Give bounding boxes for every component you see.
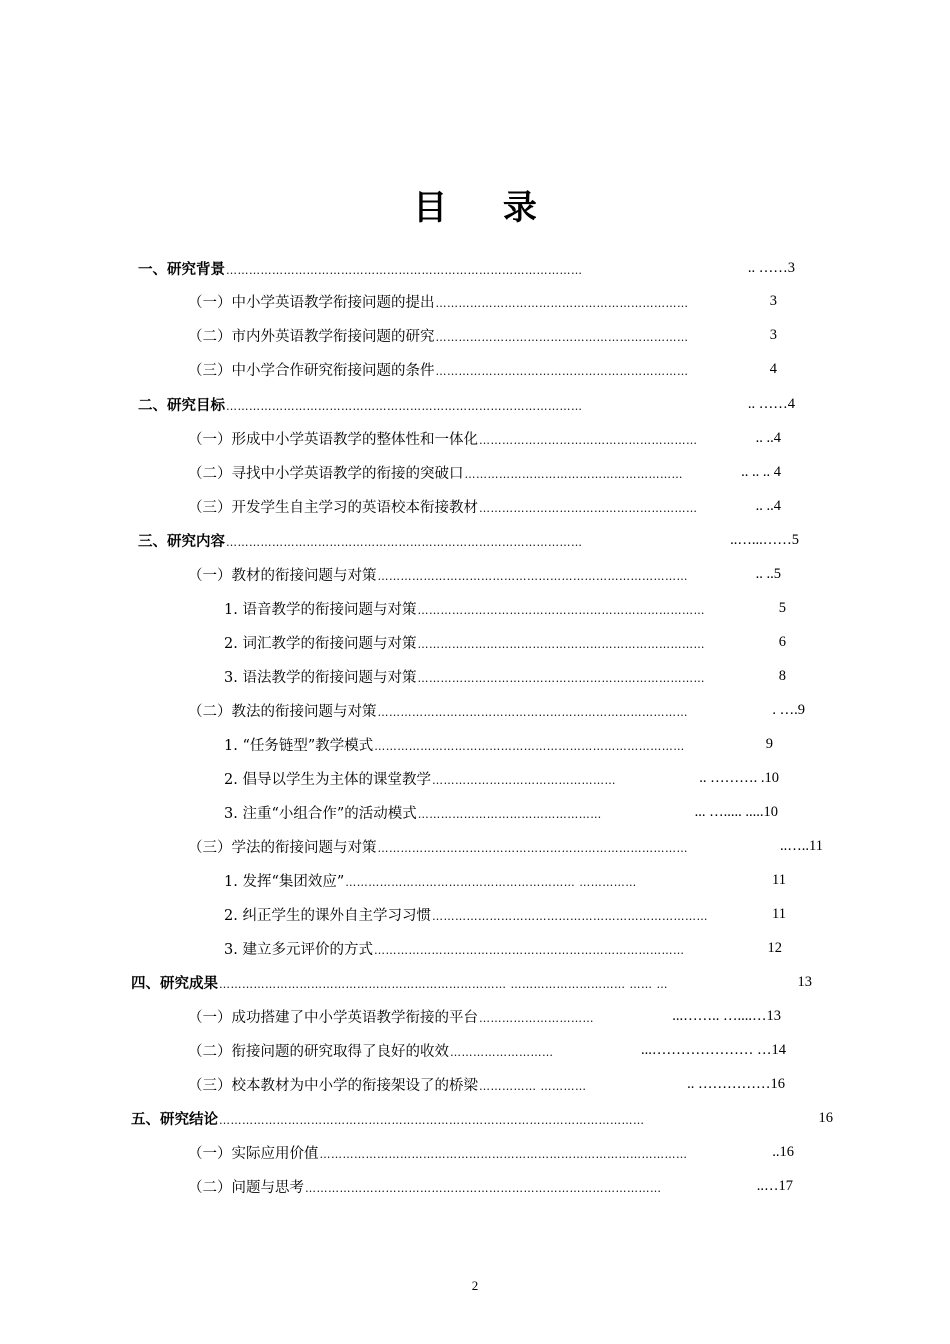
toc-dot-leader: ………………………………………………………………………………… — [226, 263, 583, 277]
toc-entry-title: （二）寻找中小学英语教学的衔接的突破口 — [188, 465, 464, 482]
toc-entry-title: （二）教法的衔接问题与对策 — [188, 703, 377, 720]
toc-entry-page: 11 — [772, 871, 786, 888]
toc-entry-title: 二、研究目标 — [138, 397, 225, 414]
toc-entry-title: 2. 倡导以学生为主体的课堂教学 — [224, 771, 431, 788]
toc-dot-leader: ………………………………………………………………… ………………………… …… … — [219, 977, 668, 991]
toc-entry[interactable] — [224, 865, 786, 895]
toc-entry-page: .. ……4 — [747, 395, 795, 412]
toc-entry[interactable] — [188, 1069, 785, 1099]
toc-dot-leader: …………… ………… — [479, 1079, 587, 1093]
toc-entry[interactable] — [188, 457, 781, 487]
toc-dot-leader: ………………………………………… — [431, 773, 616, 787]
toc-entry-page: 6 — [778, 633, 786, 650]
toc-entry-page: ..…...……5 — [730, 531, 799, 548]
toc-entry-title: 3. 注重“小组合作”的活动模式 — [224, 805, 417, 822]
toc-entry-title: （二）问题与思考 — [188, 1179, 304, 1196]
toc-entry-page: 8 — [778, 667, 786, 684]
toc-entry-title: （一）教材的衔接问题与对策 — [188, 567, 377, 584]
toc-entry[interactable] — [224, 899, 786, 929]
toc-entry-page: ..…17 — [756, 1177, 793, 1194]
toc-entry-title: （一）形成中小学英语教学的整体性和一体化 — [188, 431, 478, 448]
toc-dot-leader: ………………………………………………………………………………… — [305, 1181, 662, 1195]
page-number: 2 — [471, 1278, 479, 1293]
toc-dot-leader: ………………………………………………………………………………… — [226, 399, 583, 413]
toc-entry-title: （一）成功搭建了中小学英语教学衔接的平台 — [188, 1009, 478, 1026]
toc-dot-leader: ……………………… — [450, 1045, 554, 1059]
toc-entry-title: 1. “任务链型”教学模式 — [224, 737, 374, 754]
toc-entry-title: （三）中小学合作研究衔接问题的条件 — [188, 362, 435, 379]
toc-entry[interactable] — [224, 627, 786, 657]
toc-entry-title: 3. 建立多元评价的方式 — [224, 941, 373, 958]
toc-entry-page: ...…….. …....…13 — [672, 1007, 781, 1024]
toc-entry[interactable] — [188, 1171, 793, 1201]
toc-entry-page: 16 — [818, 1109, 833, 1126]
toc-entry-page: ... …..... .....10 — [694, 803, 778, 820]
toc-entry-title: 三、研究内容 — [138, 533, 225, 550]
toc-dot-leader: ………………………………………………………… — [435, 296, 689, 310]
toc-entry-title: 3. 语法教学的衔接问题与对策 — [224, 669, 417, 686]
toc-entry-title: 2. 词汇教学的衔接问题与对策 — [224, 635, 417, 652]
toc-dot-leader: ……………………………………………………………… — [431, 909, 708, 923]
toc-entry-title: （二）衔接问题的研究取得了良好的收效 — [188, 1043, 449, 1060]
toc-entry-page: 9 — [765, 735, 773, 752]
toc-entry-title: 五、研究结论 — [131, 1111, 218, 1128]
toc-entry-page: 3 — [769, 326, 777, 343]
toc-entry-title: （三）开发学生自主学习的英语校本衔接教材 — [188, 499, 478, 516]
toc-entry-title: 2. 纠正学生的课外自主学习习惯 — [224, 907, 431, 924]
toc-entry[interactable] — [188, 1035, 786, 1065]
toc-dot-leader: ………………………………………………… — [479, 501, 698, 515]
toc-entry-title: （二）市内外英语教学衔接问题的研究 — [188, 328, 435, 345]
toc-entry-page: ..…..11 — [780, 837, 823, 854]
toc-entry-page: 4 — [769, 360, 777, 377]
toc-dot-leader: ………………………………………………………… — [435, 330, 689, 344]
toc-entry[interactable] — [138, 389, 795, 419]
toc-entry-page: 12 — [767, 939, 782, 956]
toc-entry-page: . ….9 — [772, 701, 805, 718]
toc-entry[interactable] — [188, 423, 781, 453]
toc-entry-title: （一）实际应用价值 — [188, 1145, 319, 1162]
toc-dot-leader: ……………………………………………………………………… — [377, 569, 688, 583]
toc-entry-page: 3 — [769, 292, 777, 309]
toc-entry-page: 11 — [772, 905, 786, 922]
toc-entry[interactable] — [188, 831, 823, 861]
toc-entry-title: 四、研究成果 — [131, 975, 218, 992]
toc-entry-page: .. ..4 — [755, 429, 781, 446]
toc-entry[interactable] — [131, 1103, 833, 1133]
toc-entry[interactable] — [224, 797, 778, 827]
toc-dot-leader: ………………………………………………………………… — [417, 603, 705, 617]
toc-entry-title: 1. 语音教学的衔接问题与对策 — [224, 601, 417, 618]
toc-entry[interactable] — [138, 525, 799, 555]
toc-entry-page: .. ……………16 — [687, 1075, 785, 1092]
toc-entry-page: 5 — [778, 599, 786, 616]
toc-entry-title: （一）中小学英语教学衔接问题的提出 — [188, 294, 435, 311]
toc-entry-page: .. ..4 — [755, 497, 781, 514]
toc-entry[interactable] — [188, 320, 777, 350]
toc-dot-leader: ……………………………………………………………………… — [373, 943, 685, 957]
toc-entry-title: 一、研究背景 — [138, 261, 225, 278]
toc-entry-page: .. ………. .10 — [699, 769, 779, 786]
toc-entry[interactable] — [138, 253, 795, 283]
toc-dot-leader: ………………………… — [479, 1011, 594, 1025]
toc-entry[interactable] — [224, 933, 782, 963]
toc-entry-page: .. ..5 — [755, 565, 781, 582]
toc-entry-page: 13 — [797, 973, 812, 990]
toc-entry[interactable] — [188, 559, 781, 589]
toc-dot-leader: ………………………………………………………………… — [417, 637, 705, 651]
toc-entry-page: .. ……3 — [747, 259, 795, 276]
toc-entry-title: 1. 发挥“集团效应” — [224, 873, 345, 890]
toc-dot-leader: ………………………………………… — [417, 807, 602, 821]
toc-dot-leader: ……………………………………………………………………… — [377, 841, 688, 855]
toc-dot-leader: ………………………………………………… — [479, 433, 698, 447]
toc-entry[interactable] — [188, 1001, 781, 1031]
toc-dot-leader: ………………………………………………………………………………………………… — [219, 1113, 645, 1127]
toc-entry-title: （三）学法的衔接问题与对策 — [188, 839, 377, 856]
toc-entry[interactable] — [188, 1137, 794, 1167]
toc-entry[interactable] — [224, 593, 786, 623]
toc-dot-leader: ………………………………………………………………………………… — [226, 535, 583, 549]
toc-entry[interactable] — [188, 695, 805, 725]
toc-dot-leader: ………………………………………………… — [464, 467, 683, 481]
toc-entry-page: .. .. .. 4 — [741, 463, 781, 480]
toc-dot-leader: ……………………………………………………………………… — [377, 705, 688, 719]
toc-entry-page: ..16 — [772, 1143, 794, 1160]
toc-entry[interactable] — [224, 661, 786, 691]
toc-title: 目 录 — [413, 188, 559, 228]
toc-entry[interactable] — [188, 286, 777, 316]
toc-dot-leader: …………………………………………………… …………… — [345, 875, 637, 889]
toc-entry-title: （三）校本教材为中小学的衔接架设了的桥梁 — [188, 1077, 478, 1094]
toc-entry-page: ...………………… …14 — [641, 1041, 786, 1058]
toc-entry[interactable] — [224, 763, 779, 793]
toc-dot-leader: ……………………………………………………………………… — [374, 739, 685, 753]
toc-dot-leader: ………………………………………………………………… — [417, 671, 705, 685]
toc-entry[interactable] — [188, 354, 777, 384]
toc-entry[interactable] — [188, 491, 781, 521]
toc-entry[interactable] — [224, 729, 773, 759]
toc-dot-leader: ………………………………………………………… — [435, 364, 689, 378]
toc-dot-leader: …………………………………………………………………………………… — [319, 1147, 688, 1161]
toc-entry[interactable] — [131, 967, 812, 997]
